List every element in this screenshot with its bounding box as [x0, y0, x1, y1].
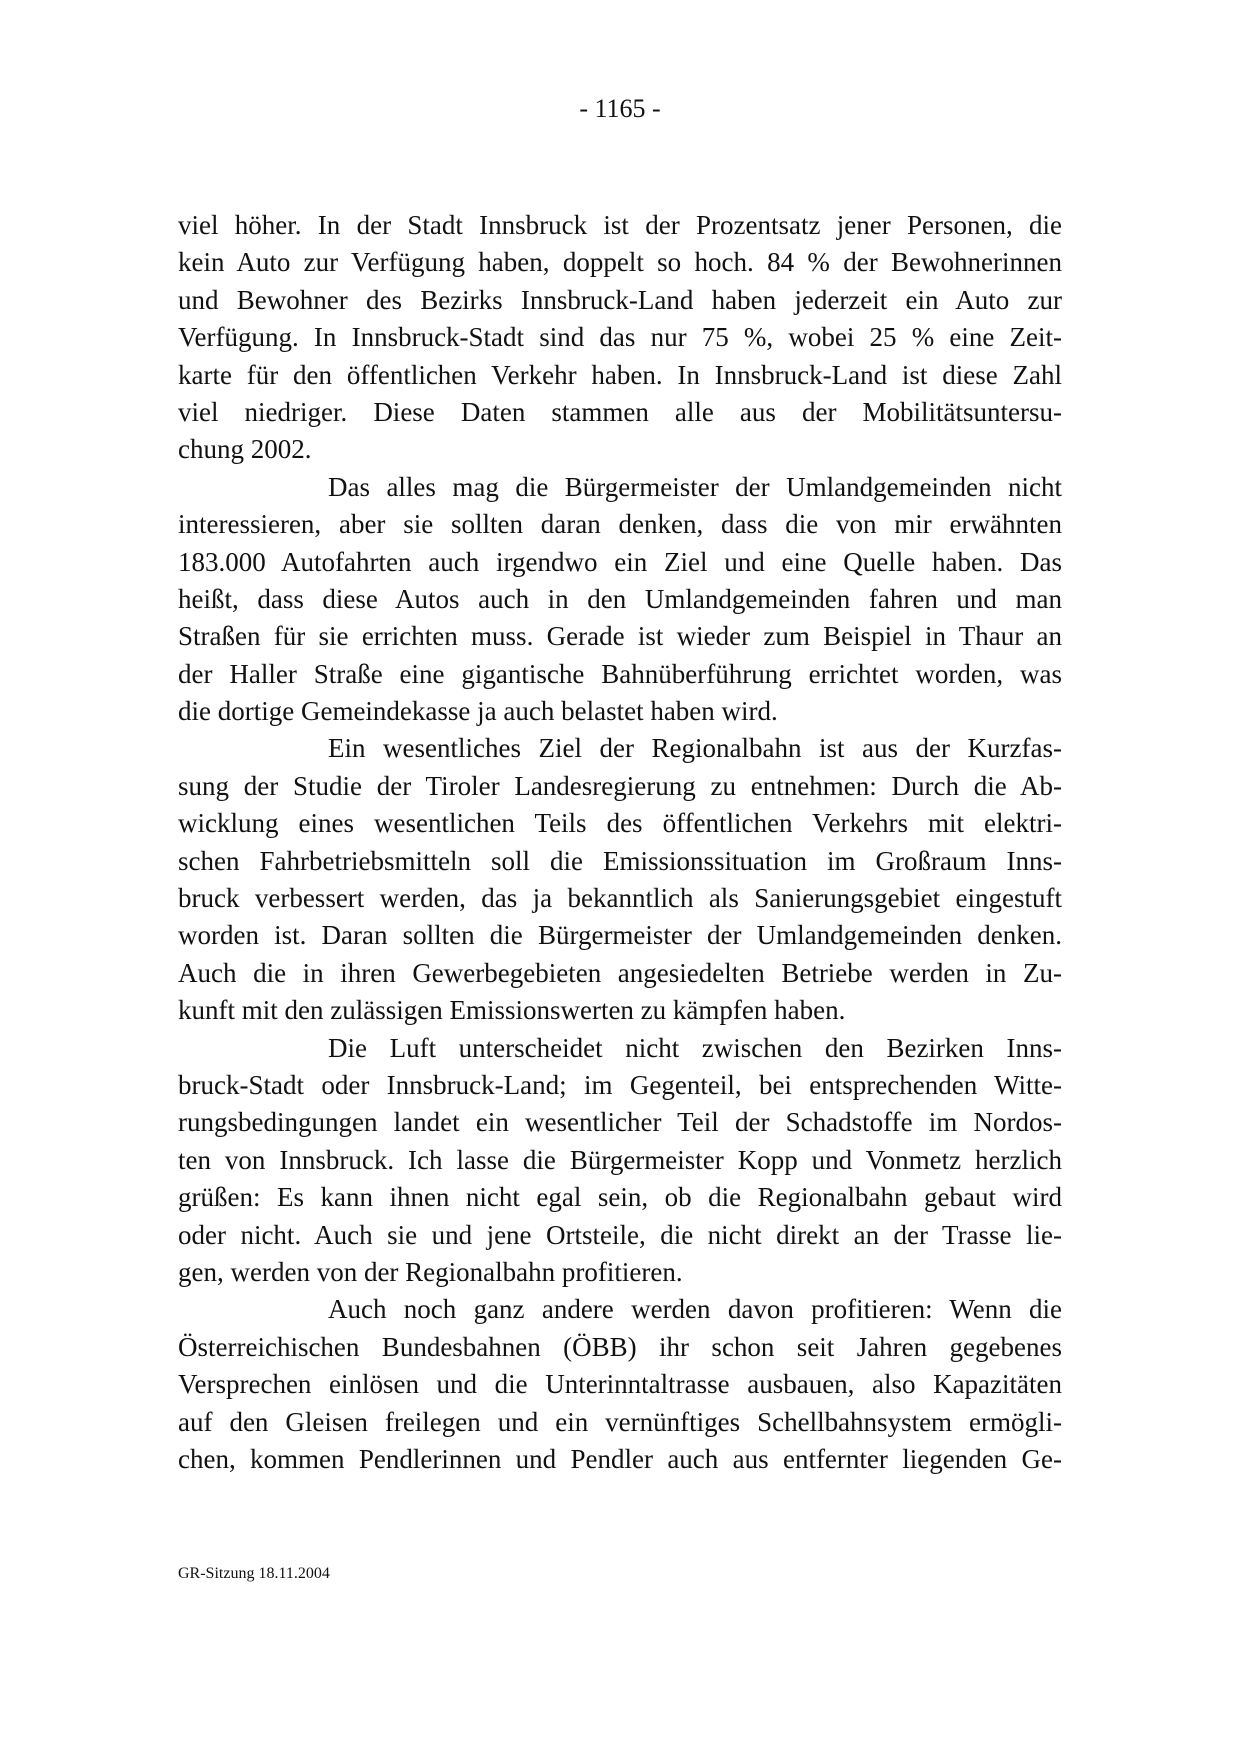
text-line: viel höher. In der Stadt Innsbruck ist der Prozentsatz jener Personen, die: [178, 210, 1062, 240]
text-line: Versprechen einlösen und die Unterinntaltrasse ausbauen, also Kapazitäten: [178, 1369, 1062, 1400]
text-line: die dortige Gemeindekasse ja auch belastet haben wird.: [178, 696, 778, 727]
text-line: Österreichischen Bundesbahnen (ÖBB) ihr schon seit Jahren gegebenes: [178, 1331, 1062, 1362]
text-line: Die Luft unterscheidet nicht zwischen den Bezirken Inns-: [328, 1032, 1062, 1063]
text-line: kein Auto zur Verfügung haben, doppelt so hoch. 84 % der Bewohnerinnen: [178, 247, 1062, 278]
paragraph: [178, 1291, 1062, 1478]
text-line: oder nicht. Auch sie und jene Ortsteile, die nicht direkt an der Trasse lie-: [178, 1219, 1062, 1250]
text-line: wicklung eines wesentlichen Teils des öffentlichen Verkehrs mit elektri-: [178, 808, 1062, 839]
text-line: bruck verbessert werden, das ja bekanntlich als Sanierungsgebiet eingestuft: [178, 883, 1062, 914]
text-line: Auch die in ihren Gewerbegebieten angesiedelten Betriebe werden in Zu-: [178, 957, 1062, 988]
page-number: - 1165 -: [579, 94, 661, 123]
text-line: gen, werden von der Regionalbahn profitieren.: [178, 1256, 683, 1287]
text-line: rungsbedingungen landet ein wesentlicher Teil der Schadstoffe im Nordos-: [178, 1107, 1062, 1138]
text-line: ten von Innsbruck. Ich lasse die Bürgermeister Kopp und Vonmetz herzlich: [178, 1144, 1062, 1175]
paragraph: [178, 207, 1062, 469]
text-line: Das alles mag die Bürgermeister der Umlandgemeinden nicht: [328, 471, 1062, 502]
footer-session-label: GR-Sitzung 18.11.2004: [178, 1565, 330, 1582]
paragraph: [178, 469, 1062, 731]
text-line: schen Fahrbetriebsmitteln soll die Emissionssituation im Großraum Inns-: [178, 845, 1062, 876]
text-line: kunft mit den zulässigen Emissionswerten zu kämpfen haben.: [178, 995, 846, 1026]
paragraph: [178, 730, 1062, 1029]
text-line: worden ist. Daran sollten die Bürgermeister der Umlandgemeinden denken.: [178, 920, 1062, 951]
text-line: interessieren, aber sie sollten daran denken, dass die von mir erwähnten: [178, 509, 1062, 540]
text-line: und Bewohner des Bezirks Innsbruck-Land haben jederzeit ein Auto zur: [178, 284, 1062, 315]
text-line: sung der Studie der Tiroler Landesregierung zu entnehmen: Durch die Ab-: [178, 770, 1062, 801]
text-line: Auch noch ganz andere werden davon profitieren: Wenn die: [328, 1294, 1062, 1325]
text-line: grüßen: Es kann ihnen nicht egal sein, ob die Regionalbahn gebaut wird: [178, 1182, 1062, 1213]
text-line: heißt, dass diese Autos auch in den Umlandgemeinden fahren und man: [178, 583, 1062, 614]
text-line: chen, kommen Pendlerinnen und Pendler auch aus entfernter liegenden Ge-: [178, 1443, 1062, 1474]
text-line: 183.000 Autofahrten auch irgendwo ein Ziel und eine Quelle haben. Das: [178, 546, 1062, 577]
text-line: auf den Gleisen freilegen und ein vernünftiges Schellbahnsystem ermögli-: [178, 1406, 1062, 1437]
text-line: Verfügung. In Innsbruck-Stadt sind das nur 75 %, wobei 25 % eine Zeit-: [178, 322, 1062, 353]
text-line: chung 2002.: [178, 434, 312, 465]
text-line: bruck-Stadt oder Innsbruck-Land; im Gegenteil, bei entsprechenden Witte-: [178, 1069, 1062, 1100]
paragraph: [178, 1030, 1062, 1292]
text-line: Straßen für sie errichten muss. Gerade ist wieder zum Beispiel in Thaur an: [178, 621, 1062, 652]
document-body: [178, 207, 1062, 1478]
text-line: karte für den öffentlichen Verkehr haben. In Innsbruck-Land ist diese Zahl: [178, 359, 1062, 390]
text-line: der Haller Straße eine gigantische Bahnüberführung errichtet worden, was: [178, 658, 1062, 689]
text-line: viel niedriger. Diese Daten stammen alle aus der Mobilitätsuntersu-: [178, 396, 1062, 427]
text-line: Ein wesentliches Ziel der Regionalbahn ist aus der Kurzfas-: [328, 733, 1062, 764]
